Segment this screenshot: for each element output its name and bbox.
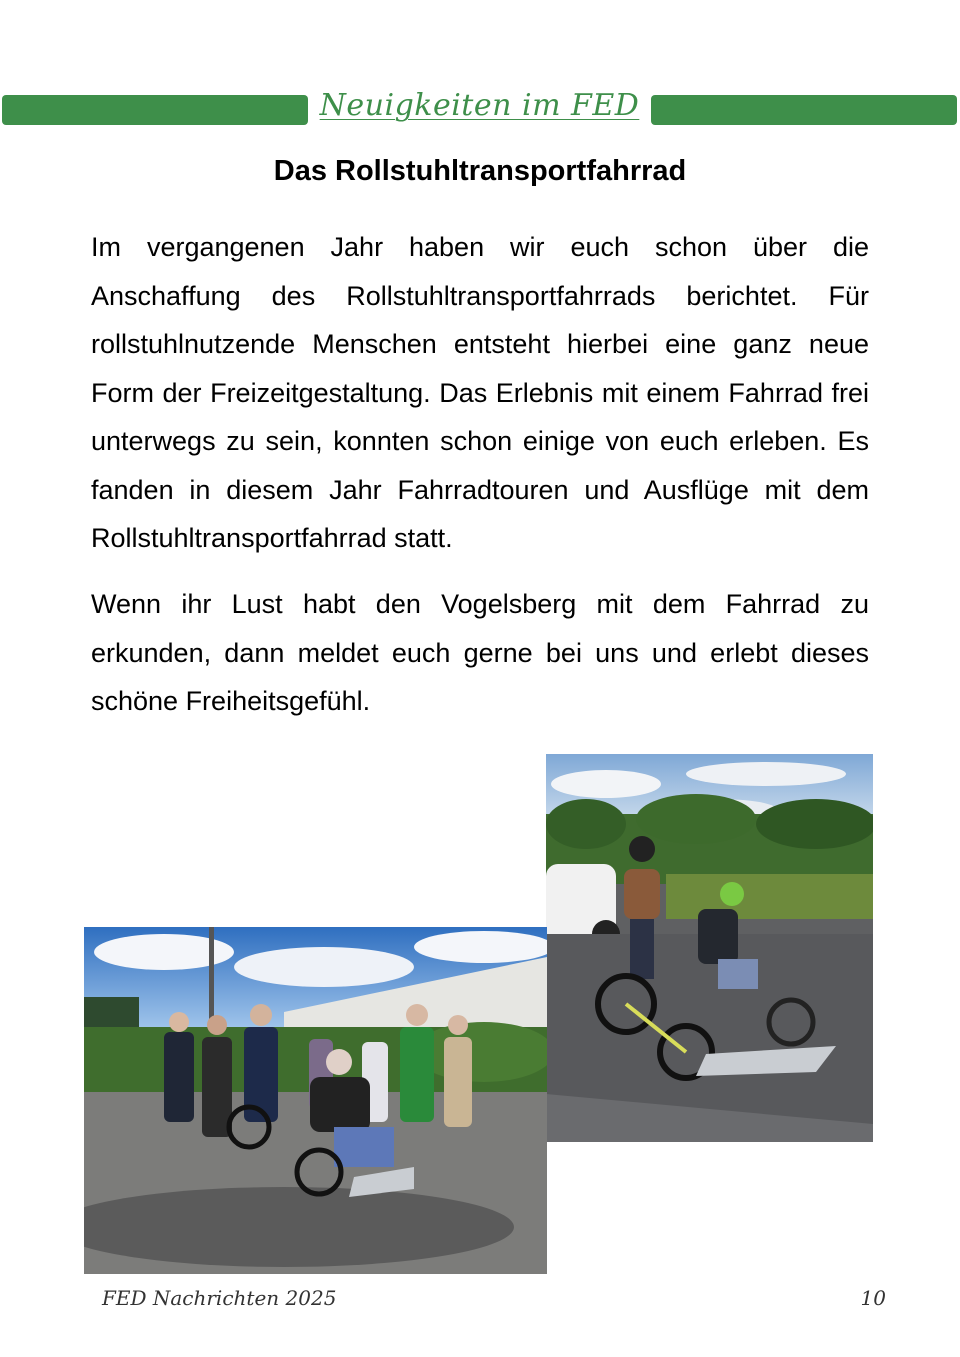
footer-publication: FED Nachrichten 2025 [102,1286,337,1310]
header-bar-right [651,95,957,125]
article-title: Das Rollstuhltransportfahrrad [273,155,687,187]
footer-page-number: 10 [860,1286,886,1310]
section-title: Neuigkeiten im FED [319,88,640,123]
photo-group [84,927,547,1274]
photo-bike-ride [546,754,873,1142]
article-paragraph-1: Im vergangenen Jahr haben wir euch schon über die Anschaffung des Rollstuhltransportfahrrads berichtet. Für rollstuhlnutzende Menschen entsteht hierbei eine ganz neue Form der Freizeitgestaltung. Das Erlebnis mit einem Fahrrad frei unterwegs zu sein, konnten schon einige von euch erleben. Es fanden in diesem Jahr Fahrradtouren und Ausflüge mit dem Rollstuhltransportfahrrad statt. [91,232,869,553]
header-bar-left [2,95,308,125]
article-paragraph-2: Wenn ihr Lust habt den Vogelsberg mit dem Fahrrad zu erkunden, dann meldet euch gerne bei uns und erlebt dieses schöne Freiheitsgefühl. [91,589,869,716]
